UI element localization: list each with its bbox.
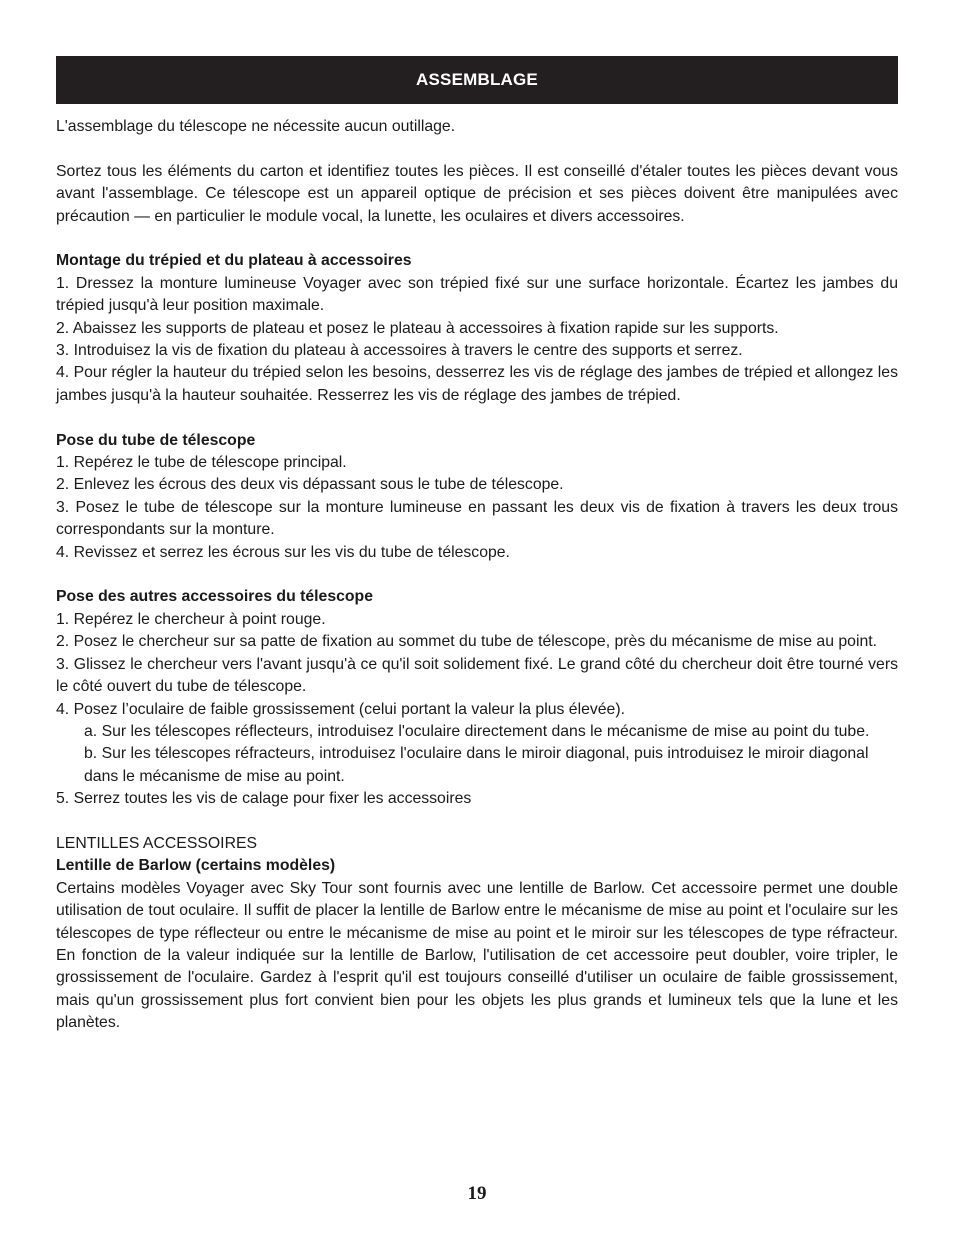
tripod-heading: Montage du trépied et du plateau à accessoires xyxy=(56,252,412,270)
accessories-substep-b: b. Sur les télescopes réfracteurs, introduisez l'oculaire dans le miroir diagonal, puis introduisez le miroir diagonal dans le mécanisme de mise au point. xyxy=(84,745,869,785)
spacer xyxy=(56,407,898,429)
barlow-subheading: Lentille de Barlow (certains modèles) xyxy=(56,857,336,875)
spacer xyxy=(56,811,898,833)
document-body xyxy=(56,116,898,1035)
intro-paragraph: Sortez tous les éléments du carton et identifiez toutes les pièces. Il est conseillé d'étaler toutes les pièces devant vous avant l'assemblage. Ce télescope est un appareil optique de précision et ses pièces doivent être manipulées avec précaution — en particulier le module vocal, la lunette, les oculaires et divers accessoires. xyxy=(56,162,898,225)
intro-line: L'assemblage du télescope ne nécessite aucun outillage. xyxy=(56,118,456,135)
accessories-step-3: 3. Glissez le chercheur vers l'avant jusqu'à ce qu'il soit solidement fixé. Le grand côté du chercheur doit être tourné vers le côté ouvert du tube de télescope. xyxy=(56,655,898,696)
tube-step-1: 1. Repérez le tube de télescope principal. xyxy=(56,454,347,472)
tube-step-3: 3. Posez le tube de télescope sur la monture lumineuse en passant les deux vis de fixation à travers les deux trous correspondants sur la monture. xyxy=(56,498,898,539)
tube-step-2: 2. Enlevez les écrous des deux vis dépassant sous le tube de télescope. xyxy=(56,476,564,494)
section-title: ASSEMBLAGE xyxy=(416,70,538,89)
lenses-heading: LENTILLES ACCESSOIRES xyxy=(56,834,258,852)
tripod-step-4: 4. Pour régler la hauteur du trépied selon les besoins, desserrez les vis de réglage des jambes de trépied et allongez les jambes jusqu'à la hauteur souhaitée. Resserrez les vis de réglage des jambes de trépied. xyxy=(56,364,898,404)
section-header-bar xyxy=(56,56,898,104)
accessories-step-2: 2. Posez le chercheur sur sa patte de fixation au sommet du tube de télescope, près du mécanisme de mise au point. xyxy=(56,633,878,651)
accessories-step-1: 1. Repérez le chercheur à point rouge. xyxy=(56,610,326,628)
spacer xyxy=(56,138,898,160)
accessories-heading: Pose des autres accessoires du télescope xyxy=(56,588,373,606)
accessories-substep-a: a. Sur les télescopes réflecteurs, introduisez l'oculaire directement dans le mécanisme de mise au point du tube. xyxy=(84,722,870,740)
page-number: 19 xyxy=(467,1183,487,1204)
spacer xyxy=(56,564,898,586)
accessories-step-5: 5. Serrez toutes les vis de calage pour fixer les accessoires xyxy=(56,790,472,808)
tripod-step-1: 1. Dressez la monture lumineuse Voyager avec son trépied fixé sur une surface horizontale. Écartez les jambes du trépied jusqu'à leur position maximale. xyxy=(56,274,898,315)
tube-step-4: 4. Revissez et serrez les écrous sur les vis du tube de télescope. xyxy=(56,543,510,561)
tripod-step-3: 3. Introduisez la vis de fixation du plateau à accessoires à travers le centre des supports et serrez. xyxy=(56,342,743,360)
accessories-step-4: 4. Posez l’oculaire de faible grossissement (celui portant la valeur la plus élevée). xyxy=(56,700,625,718)
barlow-paragraph: Certains modèles Voyager avec Sky Tour sont fournis avec une lentille de Barlow. Cet accessoire permet une double utilisation de tout oculaire. Il suffit de placer la lentille de Barlow entre le mécanisme de mise au point et l'oculaire sur les télescopes de type réflecteur ou entre le mécanisme de mise au point et le miroir sur les télescopes de type réfracteur. En fonction de la valeur indiquée sur la lentille de Barlow, l'utilisation de cet accessoire peut doubler, voire tripler, le grossissement de l'oculaire. Gardez à l'esprit qu'il est toujours conseillé d'utiliser un oculaire de faible grossissement, mais qu'un grossissement plus fort convient bien pour les objets les plus grands et lumineux tels que la lune et les planètes. xyxy=(56,879,898,1032)
tripod-step-2: 2. Abaissez les supports de plateau et posez le plateau à accessoires à fixation rapide sur les supports. xyxy=(56,319,779,337)
spacer xyxy=(56,228,898,250)
tube-heading: Pose du tube de télescope xyxy=(56,431,256,449)
document-page xyxy=(56,56,898,1035)
